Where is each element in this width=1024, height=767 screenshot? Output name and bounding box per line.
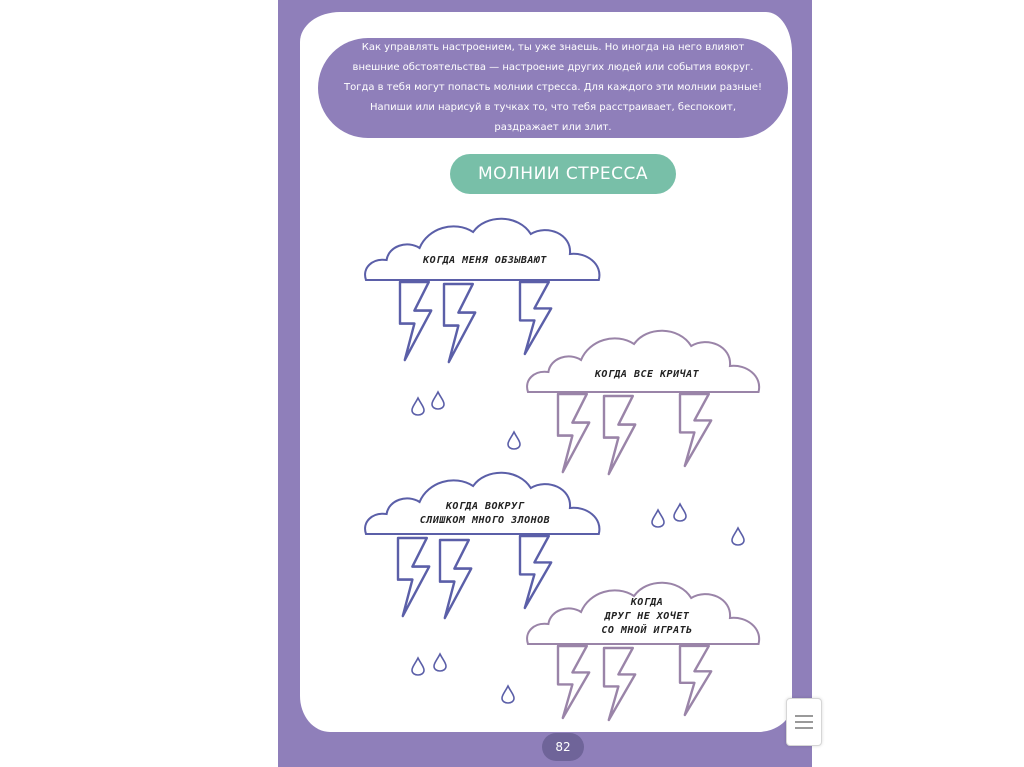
lightning-icon [604,396,635,474]
cloud-3-label [380,500,590,528]
lightning-icon [444,284,475,362]
cloud-4-bolts [558,646,711,720]
cloud-3-line-1: КОГДА ВОКРУГ [445,501,525,512]
page-number-text: 82 [555,740,571,754]
cloud-2-bolts [558,394,711,474]
raindrop-icon [434,654,446,671]
lightning-icon [680,394,711,466]
lightning-icon [440,540,471,618]
cloud-1-label [380,254,590,268]
menu-button[interactable] [786,698,822,746]
lightning-icon [604,648,635,720]
raindrop-icon [412,658,424,675]
cloud-2 [527,331,759,392]
raindrop-icon [502,686,514,703]
lightning-icon [558,394,589,472]
raindrop-icon [674,504,686,521]
cloud-1-bolts [400,282,551,362]
raindrop-icon [652,510,664,527]
raindrop-icon [508,432,520,449]
raindrop-icon [432,392,444,409]
cloud-3-line-2: СЛИШКОМ МНОГО ЗЛОНОВ [419,515,551,526]
lightning-icon [398,538,429,616]
cloud-3-bolts [398,536,551,618]
cloud-icon [527,331,759,392]
intro-text: Как управлять настроением, ты уже знаешь. Но иногда на него влияют внешние обстоятельства — настроение других людей или события вокруг. Тогда в тебя могут попасть молнии стресса. Для каждого эти молнии разные! Напиши или нарисуй в тучках то, что тебя расстраивает, беспокоит, раздражает или злит. [343,42,763,133]
cloud-4-line-2: ДРУГ НЕ ХОЧЕТ [604,611,690,622]
menu-icon [795,715,813,717]
raindrop-icon [732,528,744,545]
cloud-1 [365,219,599,280]
lightning-icon [558,646,589,718]
cloud-4-line-3: СО МНОЙ ИГРАТЬ [601,625,693,636]
page-title-text: МОЛНИИ СТРЕССА [477,164,649,184]
cloud-icon [365,219,599,280]
lightning-icon [680,646,711,715]
cloud-1-line-1: КОГДА МЕНЯ ОБЗЫВАЮТ [423,255,547,266]
cloud-2-label [542,368,752,382]
lightning-icon [400,282,431,360]
lightning-icon [520,282,551,354]
cloud-4-label [542,596,752,638]
cloud-4-line-1: КОГДА [630,597,664,608]
cloud-2-line-1: КОГДА ВСЕ КРИЧАТ [594,369,700,380]
raindrop-icon [412,398,424,415]
page-number [542,733,584,761]
